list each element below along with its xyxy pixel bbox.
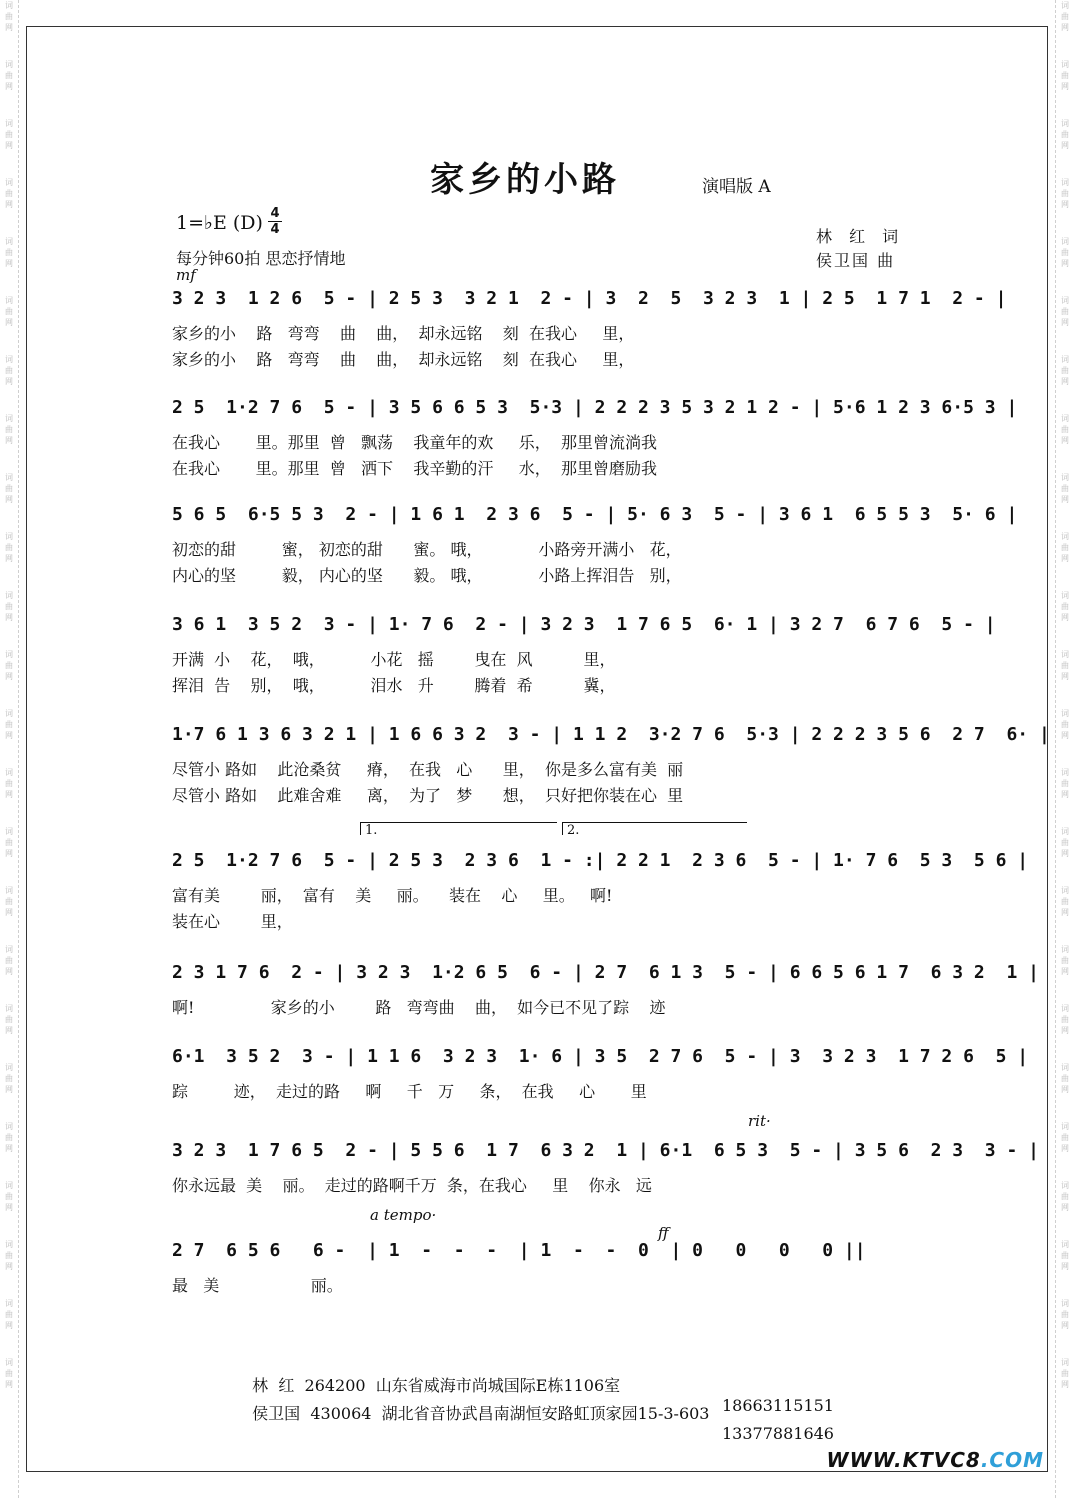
watermark-gap	[1056, 918, 1074, 944]
lyric-verse-1: 在我心 里。那里 曾 飘荡 我童年的欢 乐， 那里曾流淌我	[172, 433, 657, 452]
watermark-char: 网	[1061, 672, 1069, 681]
watermark-char: 曲	[1061, 720, 1069, 729]
watermark-char: 网	[5, 1026, 13, 1035]
watermark-gap	[0, 269, 18, 295]
notation-line: 2 3 1 7 6 2 - | 3 2 3 1·2 6 5 6 - | 2 7 6 1 3 5 - | 6 6 5 6 1 7 6 3 2 1 |	[172, 962, 1039, 983]
watermark-gap	[1056, 741, 1074, 767]
watermark-char: 网	[1061, 259, 1069, 268]
watermark-char: 曲	[1061, 1192, 1069, 1201]
watermark-char: 网	[1061, 613, 1069, 622]
watermark-char: 词	[5, 1299, 13, 1308]
watermark-char: 网	[1061, 1262, 1069, 1271]
watermark-gap	[0, 387, 18, 413]
watermark-gap	[0, 151, 18, 177]
watermark-gap	[0, 977, 18, 1003]
watermark-char: 曲	[1061, 484, 1069, 493]
watermark-char: 网	[5, 967, 13, 976]
watermark-char: 曲	[5, 12, 13, 21]
watermark-char: 曲	[5, 956, 13, 965]
watermark-char: 曲	[5, 1251, 13, 1260]
watermark-char: 网	[1061, 1203, 1069, 1212]
notation-line: 3 6 1 3 5 2 3 - | 1· 7 6 2 - | 3 2 3 1 7 6 5 6· 1 | 3 2 7 6 7 6 5 - |	[172, 614, 996, 635]
dynamic-marking: mf	[176, 266, 196, 284]
watermark-char: 曲	[5, 366, 13, 375]
watermark-char: 词	[1061, 1181, 1069, 1190]
watermark-gap	[0, 800, 18, 826]
watermark-char: 曲	[1061, 1133, 1069, 1142]
site-watermark-logo	[827, 1448, 1044, 1472]
watermark-char: 词	[1061, 709, 1069, 718]
watermark-char: 词	[5, 1181, 13, 1190]
lyric-verse-2: 家乡的小 路 弯弯 曲 曲， 却永远铭 刻 在我心 里，	[172, 350, 635, 369]
watermark-char: 词	[1061, 60, 1069, 69]
volta-1-bracket: 1.	[360, 822, 557, 835]
watermark-tld: .COM	[980, 1448, 1044, 1472]
watermark-char: 词	[1061, 1240, 1069, 1249]
watermark-gap	[1056, 505, 1074, 531]
watermark-char: 曲	[5, 1192, 13, 1201]
watermark-char: 网	[1061, 23, 1069, 32]
watermark-gap	[0, 1390, 18, 1416]
notation-line: 3 2 3 1 7 6 5 2 - | 5 5 6 1 7 6 3 2 1 | 6·1 6 5 3 5 - | 3 5 6 2 3 3 - |	[172, 1140, 1039, 1161]
watermark-char: 曲	[5, 1074, 13, 1083]
watermark-gap	[1056, 1272, 1074, 1298]
watermark-gap	[0, 859, 18, 885]
watermark-char: 网	[5, 908, 13, 917]
watermark-gap	[0, 92, 18, 118]
lyric-verse-1: 富有美 丽， 富有 美 丽。 装在 心 里。 啊!	[172, 886, 613, 905]
right-watermark-strip	[1055, 0, 1074, 1498]
watermark-char: 网	[5, 613, 13, 622]
lyricist-phone: 18663115151	[722, 1396, 834, 1415]
watermark-gap	[1056, 977, 1074, 1003]
watermark-char: 网	[1061, 849, 1069, 858]
watermark-char: 曲	[5, 602, 13, 611]
watermark-char: 曲	[1061, 897, 1069, 906]
watermark-gap	[1056, 1095, 1074, 1121]
watermark-char: 词	[1061, 1299, 1069, 1308]
notation-line: 3 2 3 1 2 6 5 - | 2 5 3 3 2 1 2 - | 3 2 5 3 2 3 1 | 2 5 1 7 1 2 - |	[172, 288, 1007, 309]
volta-2-bracket: 2.	[562, 822, 747, 835]
watermark-char: 词	[1061, 1, 1069, 10]
watermark-char: 词	[5, 945, 13, 954]
watermark-gap	[0, 918, 18, 944]
watermark-char: 曲	[1061, 71, 1069, 80]
time-sig-top: 4	[270, 206, 280, 221]
watermark-char: 网	[5, 731, 13, 740]
watermark-gap	[1056, 1390, 1074, 1416]
watermark-char: 曲	[1061, 366, 1069, 375]
watermark-char: 词	[1061, 827, 1069, 836]
watermark-char: 词	[1061, 355, 1069, 364]
watermark-char: 词	[1061, 178, 1069, 187]
watermark-char: 词	[5, 1240, 13, 1249]
watermark-gap	[0, 1095, 18, 1121]
watermark-gap	[0, 446, 18, 472]
time-signature	[268, 206, 282, 237]
watermark-char: 曲	[1061, 543, 1069, 552]
lyric-verse-1: 初恋的甜 蜜， 初恋的甜 蜜。 哦， 小路旁开满小 花，	[172, 540, 682, 559]
lyric-line: 啊! 家乡的小 路 弯弯曲 曲， 如今已不见了踪 迹	[172, 998, 666, 1017]
watermark-gap	[1056, 1154, 1074, 1180]
watermark-char: 曲	[5, 248, 13, 257]
watermark-char: 词	[1061, 237, 1069, 246]
watermark-char: 曲	[5, 130, 13, 139]
notation-line: 6·1 3 5 2 3 - | 1 1 6 3 2 3 1· 6 | 3 5 2 7 6 5 - | 3 3 2 3 1 7 2 6 5 |	[172, 1046, 1029, 1067]
watermark-char: 曲	[5, 720, 13, 729]
watermark-char: 曲	[5, 1369, 13, 1378]
watermark-char: 网	[5, 495, 13, 504]
watermark-char: 词	[5, 237, 13, 246]
watermark-char: 词	[1061, 1004, 1069, 1013]
watermark-char: 曲	[1061, 1369, 1069, 1378]
watermark-char: 网	[1061, 436, 1069, 445]
dynamic-marking: ff	[658, 1224, 669, 1242]
notation-line: 5 6 5 6·5 5 3 2 - | 1 6 1 2 3 6 5 - | 5· 6 3 5 - | 3 6 1 6 5 5 3 5· 6 |	[172, 504, 1018, 525]
watermark-char: 网	[5, 1262, 13, 1271]
watermark-char: 网	[1061, 731, 1069, 740]
watermark-gap	[1056, 1213, 1074, 1239]
watermark-gap	[0, 1272, 18, 1298]
watermark-char: 网	[5, 200, 13, 209]
watermark-char: 曲	[1061, 1251, 1069, 1260]
lyric-verse-1: 开满 小 花， 哦， 小花 摇 曳在 风 里，	[172, 650, 616, 669]
time-sig-bottom: 4	[268, 221, 282, 237]
watermark-char: 词	[1061, 591, 1069, 600]
watermark-char: 词	[1061, 768, 1069, 777]
watermark-char: 曲	[1061, 12, 1069, 21]
a-tempo-marking: a tempo·	[370, 1206, 437, 1224]
composer-phone: 13377881646	[722, 1424, 834, 1443]
watermark-gap	[0, 1036, 18, 1062]
watermark-char: 曲	[1061, 602, 1069, 611]
watermark-char: 曲	[5, 1310, 13, 1319]
song-title: 家乡的小路	[430, 160, 620, 200]
watermark-gap	[0, 328, 18, 354]
watermark-char: 词	[5, 827, 13, 836]
watermark-char: 网	[5, 672, 13, 681]
watermark-char: 词	[1061, 886, 1069, 895]
watermark-char: 词	[5, 1358, 13, 1367]
watermark-char: 词	[1061, 945, 1069, 954]
watermark-char: 网	[5, 1321, 13, 1330]
watermark-char: 网	[5, 377, 13, 386]
watermark-char: 词	[1061, 1358, 1069, 1367]
watermark-gap	[1056, 446, 1074, 472]
left-watermark-strip	[0, 0, 19, 1498]
watermark-main: WWW.KTVC8	[826, 1448, 981, 1472]
watermark-char: 词	[5, 355, 13, 364]
notation-line: 2 5 1·2 7 6 5 - | 2 5 3 2 3 6 1 - :| 2 2 1 2 3 6 5 - | 1· 7 6 5 3 5 6 |	[172, 850, 1029, 871]
lyric-verse-2: 尽管小 路如 此难舍难 离， 为了 梦 想， 只好把你装在心 里	[172, 786, 684, 805]
watermark-char: 词	[1061, 1122, 1069, 1131]
watermark-char: 词	[1061, 296, 1069, 305]
watermark-gap	[0, 33, 18, 59]
watermark-char: 网	[1061, 1085, 1069, 1094]
watermark-char: 词	[5, 296, 13, 305]
watermark-char: 词	[5, 178, 13, 187]
watermark-char: 网	[1061, 1144, 1069, 1153]
watermark-gap	[1056, 564, 1074, 590]
watermark-char: 曲	[1061, 1015, 1069, 1024]
watermark-char: 网	[5, 790, 13, 799]
watermark-gap	[0, 564, 18, 590]
watermark-char: 曲	[5, 661, 13, 670]
watermark-gap	[1056, 33, 1074, 59]
rit-marking: rit·	[748, 1112, 771, 1130]
watermark-char: 网	[5, 1085, 13, 1094]
watermark-char: 词	[5, 768, 13, 777]
watermark-char: 网	[1061, 908, 1069, 917]
watermark-char: 词	[5, 886, 13, 895]
watermark-char: 曲	[1061, 661, 1069, 670]
watermark-char: 网	[5, 1144, 13, 1153]
watermark-gap	[0, 623, 18, 649]
watermark-char: 网	[1061, 200, 1069, 209]
watermark-gap	[0, 741, 18, 767]
watermark-char: 网	[1061, 967, 1069, 976]
watermark-char: 曲	[1061, 1074, 1069, 1083]
watermark-gap	[1056, 387, 1074, 413]
watermark-char: 词	[1061, 473, 1069, 482]
watermark-char: 词	[5, 650, 13, 659]
lyric-verse-2: 内心的坚 毅， 内心的坚 毅。 哦， 小路上挥泪告 别，	[172, 566, 682, 585]
watermark-char: 词	[1061, 532, 1069, 541]
watermark-char: 词	[1061, 650, 1069, 659]
watermark-char: 网	[5, 259, 13, 268]
watermark-char: 曲	[5, 779, 13, 788]
tempo-marking: 每分钟60拍 思恋抒情地	[176, 249, 346, 268]
watermark-char: 网	[5, 1380, 13, 1389]
watermark-char: 网	[1061, 554, 1069, 563]
watermark-gap	[1056, 151, 1074, 177]
watermark-gap	[1056, 269, 1074, 295]
composer-contact-text: 侯卫国 430064 湖北省音协武昌南湖恒安路虹顶家园15-3-603	[252, 1404, 710, 1423]
lyric-verse-1: 尽管小 路如 此沧桑贫 瘠， 在我 心 里， 你是多么富有美 丽	[172, 760, 684, 779]
watermark-char: 曲	[5, 71, 13, 80]
lyric-line: 最 美 丽。	[172, 1276, 343, 1295]
watermark-char: 网	[1061, 82, 1069, 91]
watermark-char: 词	[5, 60, 13, 69]
watermark-gap	[1056, 859, 1074, 885]
watermark-gap	[1056, 1331, 1074, 1357]
lyricist-credit: 林 红 词	[816, 227, 905, 246]
watermark-gap	[1056, 623, 1074, 649]
watermark-char: 曲	[5, 1015, 13, 1024]
watermark-gap	[0, 682, 18, 708]
watermark-char: 词	[1061, 1063, 1069, 1072]
watermark-char: 曲	[5, 838, 13, 847]
watermark-char: 词	[5, 1063, 13, 1072]
watermark-char: 词	[1061, 119, 1069, 128]
watermark-char: 曲	[5, 543, 13, 552]
lyric-line: 你永远最 美 丽。 走过的路啊千万 条，在我心 里 你永 远	[172, 1176, 652, 1195]
watermark-char: 词	[5, 473, 13, 482]
watermark-gap	[1056, 210, 1074, 236]
watermark-char: 网	[5, 436, 13, 445]
watermark-char: 曲	[1061, 307, 1069, 316]
watermark-gap	[1056, 800, 1074, 826]
watermark-gap	[0, 210, 18, 236]
watermark-char: 曲	[5, 484, 13, 493]
watermark-char: 网	[5, 23, 13, 32]
watermark-char: 曲	[5, 1133, 13, 1142]
watermark-char: 词	[5, 119, 13, 128]
watermark-char: 曲	[5, 307, 13, 316]
watermark-char: 曲	[1061, 838, 1069, 847]
watermark-char: 曲	[1061, 248, 1069, 257]
watermark-char: 词	[5, 591, 13, 600]
watermark-char: 网	[1061, 1321, 1069, 1330]
composer-credit: 侯卫国 曲	[816, 251, 896, 270]
watermark-char: 网	[5, 82, 13, 91]
watermark-char: 曲	[1061, 779, 1069, 788]
lyric-verse-2: 在我心 里。那里 曾 洒下 我辛勤的汗 水， 那里曾磨励我	[172, 459, 657, 478]
watermark-char: 网	[5, 554, 13, 563]
watermark-char: 网	[5, 1203, 13, 1212]
watermark-gap	[1056, 92, 1074, 118]
watermark-char: 网	[1061, 495, 1069, 504]
watermark-char: 曲	[1061, 1310, 1069, 1319]
watermark-char: 曲	[5, 425, 13, 434]
lyric-verse-2: 挥泪 告 别， 哦， 泪水 升 腾着 希 冀，	[172, 676, 616, 695]
watermark-char: 网	[1061, 141, 1069, 150]
watermark-char: 曲	[1061, 130, 1069, 139]
watermark-char: 网	[5, 318, 13, 327]
lyric-verse-2: 装在心 里，	[172, 912, 293, 931]
watermark-char: 网	[1061, 1026, 1069, 1035]
lyricist-contact-text: 林 红 264200 山东省威海市尚城国际E栋1106室	[252, 1376, 621, 1395]
watermark-gap	[0, 1331, 18, 1357]
watermark-gap	[0, 1154, 18, 1180]
lyric-verse-1: 家乡的小 路 弯弯 曲 曲， 却永远铭 刻 在我心 里，	[172, 324, 635, 343]
watermark-gap	[0, 505, 18, 531]
watermark-char: 词	[1061, 414, 1069, 423]
watermark-gap	[1056, 328, 1074, 354]
watermark-char: 曲	[5, 189, 13, 198]
watermark-char: 曲	[5, 897, 13, 906]
watermark-char: 词	[5, 1, 13, 10]
watermark-char: 网	[1061, 318, 1069, 327]
watermark-char: 网	[5, 849, 13, 858]
watermark-char: 网	[1061, 790, 1069, 799]
notation-line: 2 7 6 5 6 6 - | 1 - - - | 1 - - 0 | 0 0 0 0 ||	[172, 1240, 866, 1261]
watermark-gap	[1056, 1036, 1074, 1062]
watermark-char: 词	[5, 1004, 13, 1013]
watermark-char: 词	[5, 709, 13, 718]
notation-line: 1·7 6 1 3 6 3 2 1 | 1 6 6 3 2 3 - | 1 1 2 3·2 7 6 5·3 | 2 2 2 3 5 6 2 7 6· |	[172, 724, 1050, 745]
version-label: 演唱版 A	[702, 177, 771, 197]
notation-line: 2 5 1·2 7 6 5 - | 3 5 6 6 5 3 5·3 | 2 2 2 3 5 3 2 1 2 - | 5·6 1 2 3 6·5 3 |	[172, 397, 1018, 418]
watermark-char: 网	[1061, 1380, 1069, 1389]
watermark-char: 曲	[1061, 425, 1069, 434]
key-signature: 1=♭E (D)	[176, 212, 263, 234]
watermark-char: 网	[1061, 377, 1069, 386]
lyric-line: 踪 迹， 走过的路 啊 千 万 条， 在我 心 里	[172, 1082, 647, 1101]
watermark-char: 词	[5, 1122, 13, 1131]
watermark-gap	[1056, 682, 1074, 708]
watermark-char: 曲	[1061, 956, 1069, 965]
watermark-char: 词	[5, 414, 13, 423]
watermark-char: 网	[5, 141, 13, 150]
watermark-char: 词	[5, 532, 13, 541]
watermark-char: 曲	[1061, 189, 1069, 198]
watermark-gap	[0, 1213, 18, 1239]
